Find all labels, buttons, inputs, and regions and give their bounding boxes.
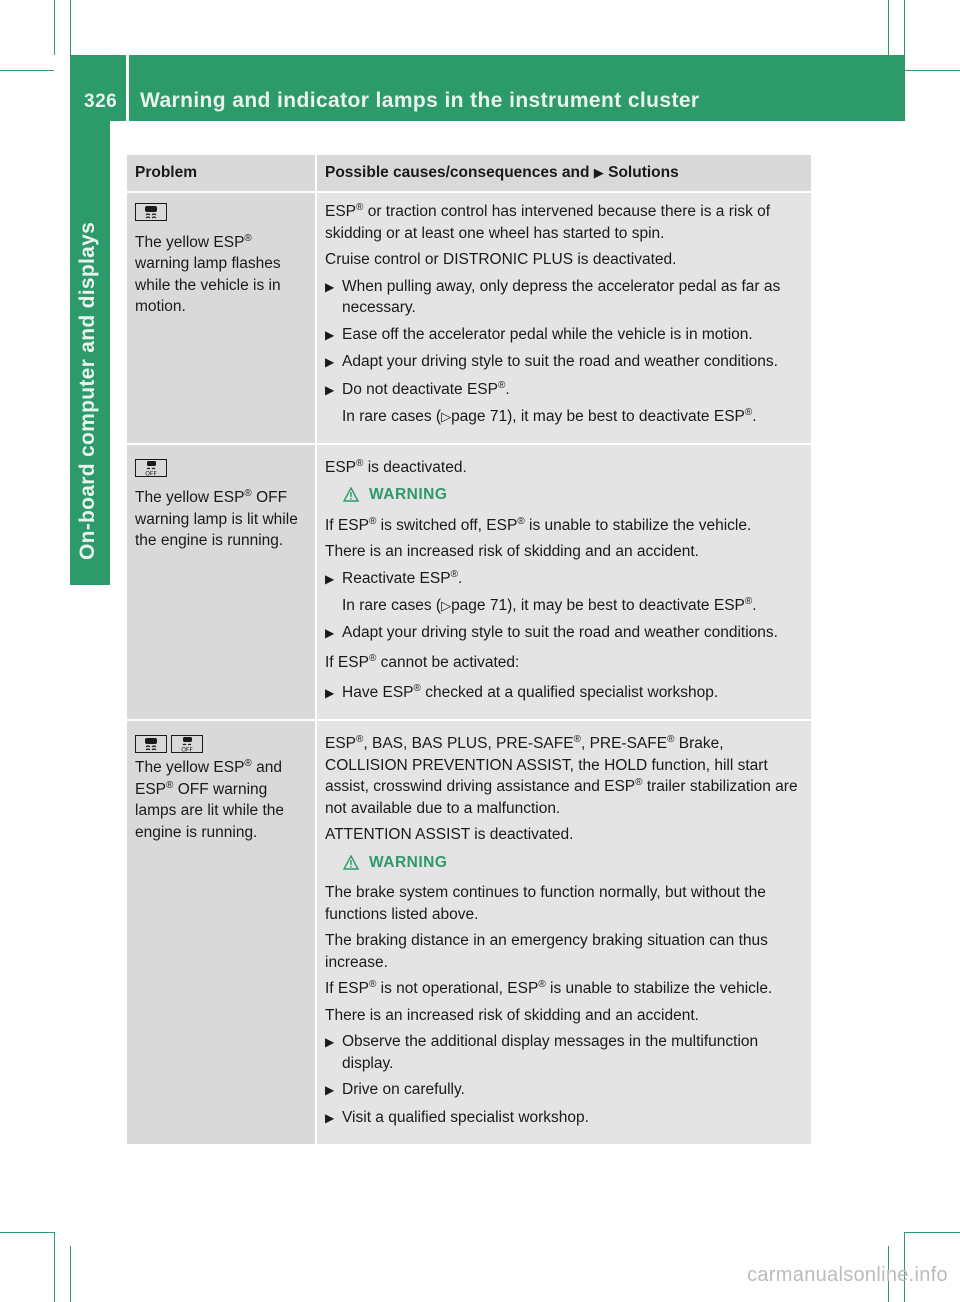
crop-mark [54, 0, 55, 55]
problem-text: The yellow ESP® warning lamp flashes while the vehicle is in motion. [135, 232, 281, 315]
warning-text: There is an increased risk of skidding and an accident. [325, 1006, 699, 1024]
solution-cell [316, 720, 811, 1144]
warning-heading: WARNING [343, 852, 803, 874]
solution-cell [316, 444, 811, 721]
table-row [127, 720, 811, 1144]
page-title: Warning and indicator lamps in the instrument cluster [140, 89, 700, 112]
crop-mark [0, 70, 54, 71]
esp-off-warning-lamp-icon [135, 459, 167, 477]
page-header [70, 55, 905, 121]
crop-mark [904, 0, 905, 55]
page-reference-note: In rare cases (▷page 71), it may be best to deactivate ESP®. [342, 406, 757, 425]
problem-text: The yellow ESP® and ESP® OFF warning lamps are lit while the engine is running. [135, 757, 285, 841]
svg-text:OFF: OFF [181, 746, 193, 753]
page-ref-icon: ▷ [441, 598, 452, 613]
header-problem: Problem [127, 155, 316, 192]
crop-mark [70, 0, 71, 55]
problem-cell [127, 192, 316, 444]
svg-text:OFF: OFF [145, 470, 157, 477]
solution-step: ▶ Reactivate ESP®. [325, 568, 803, 591]
solution-step: ▶ Observe the additional display messages in the multifunction display. [325, 1031, 803, 1074]
cause-text: ATTENTION ASSIST is deactivated. [325, 826, 574, 843]
step-arrow-icon: ▶ [325, 1083, 335, 1097]
solution-step: ▶ Do not deactivate ESP®. [325, 379, 803, 402]
solution-step: ▶ Visit a qualified specialist workshop. [325, 1107, 803, 1130]
crop-mark [54, 1232, 55, 1302]
step-arrow-icon: ▶ [325, 1035, 335, 1049]
esp-off-warning-lamp-icon [171, 735, 203, 753]
crop-mark [905, 1232, 960, 1233]
esp-warning-lamp-icon [135, 203, 167, 221]
cause-text: ESP® or traction control has intervened because there is a risk of skidding or at least one wheel has started to spin. [325, 201, 771, 242]
crop-mark [70, 1246, 71, 1302]
step-arrow-icon: ▶ [325, 355, 335, 369]
section-tab-label: On-board computer and displays [76, 221, 99, 560]
cause-text: ESP® is deactivated. [325, 457, 467, 476]
step-arrow-icon: ▶ [325, 625, 335, 640]
solution-step: ▶ Drive on carefully. [325, 1079, 803, 1102]
condition-text: If ESP® cannot be activated: [325, 652, 520, 671]
step-arrow-icon: ▶ [325, 279, 335, 294]
solution-step: ▶ When pulling away, only depress the accelerator pedal as far as necessary. [325, 276, 803, 319]
lamp-table [127, 155, 811, 1144]
cause-text: Cruise control or DISTRONIC PLUS is deactivated. [325, 251, 677, 268]
table-row [127, 192, 811, 444]
warning-heading: WARNING [343, 484, 803, 506]
step-arrow-icon: ▶ [325, 382, 335, 397]
solution-cell [316, 192, 811, 444]
crop-mark [0, 1232, 54, 1233]
warning-text: The braking distance in an emergency braking situation can thus increase. [325, 932, 768, 971]
warning-text: There is an increased risk of skidding and an accident. [325, 543, 699, 560]
watermark: carmanualsonline.info [747, 1264, 948, 1286]
header-separator [126, 55, 129, 121]
table-header-row [127, 155, 811, 192]
step-arrow-icon: ▶ [325, 571, 335, 586]
step-arrow-icon: ▶ [325, 1110, 335, 1125]
problem-text: The yellow ESP® OFF warning lamp is lit while the engine is running. [135, 487, 298, 549]
problem-cell [127, 444, 316, 721]
solution-step: ▶ Adapt your driving style to suit the road and weather conditions. [325, 622, 803, 645]
cause-text: ESP®, BAS, BAS PLUS, PRE-SAFE®, PRE-SAFE® Brake, COLLISION PREVENTION ASSIST, the HOLD function, hill start assist, crosswind driving assistance and ESP® trailer stabilization are not available due to a malfunction. [325, 733, 798, 817]
warning-text: If ESP® is not operational, ESP® is unable to stabilize the vehicle. [325, 978, 773, 997]
warning-triangle-icon [343, 855, 359, 870]
step-arrow-icon: ▶ [325, 327, 335, 342]
step-arrow-icon: ▶ [325, 685, 335, 700]
warning-triangle-icon [343, 487, 359, 502]
table-row [127, 444, 811, 721]
header-solutions: Possible causes/consequences and ▶ Solutions [316, 155, 811, 192]
warning-text: If ESP® is switched off, ESP® is unable to stabilize the vehicle. [325, 515, 752, 534]
warning-text: The brake system continues to function normally, but without the functions listed above. [325, 884, 766, 923]
step-arrow-icon: ▶ [593, 165, 604, 181]
crop-mark [905, 70, 960, 71]
solution-step: ▶ Adapt your driving style to suit the road and weather conditions. [325, 351, 803, 374]
page-number: 326 [84, 91, 118, 112]
solution-step: ▶ Have ESP® checked at a qualified specialist workshop. [325, 682, 803, 705]
esp-warning-lamp-icon [135, 735, 167, 753]
crop-mark [888, 0, 889, 55]
problem-cell [127, 720, 316, 1144]
page-ref-icon: ▷ [441, 409, 452, 424]
solution-step: ▶ Ease off the accelerator pedal while the vehicle is in motion. [325, 324, 803, 347]
page-reference-note: In rare cases (▷page 71), it may be best to deactivate ESP®. [342, 595, 757, 614]
